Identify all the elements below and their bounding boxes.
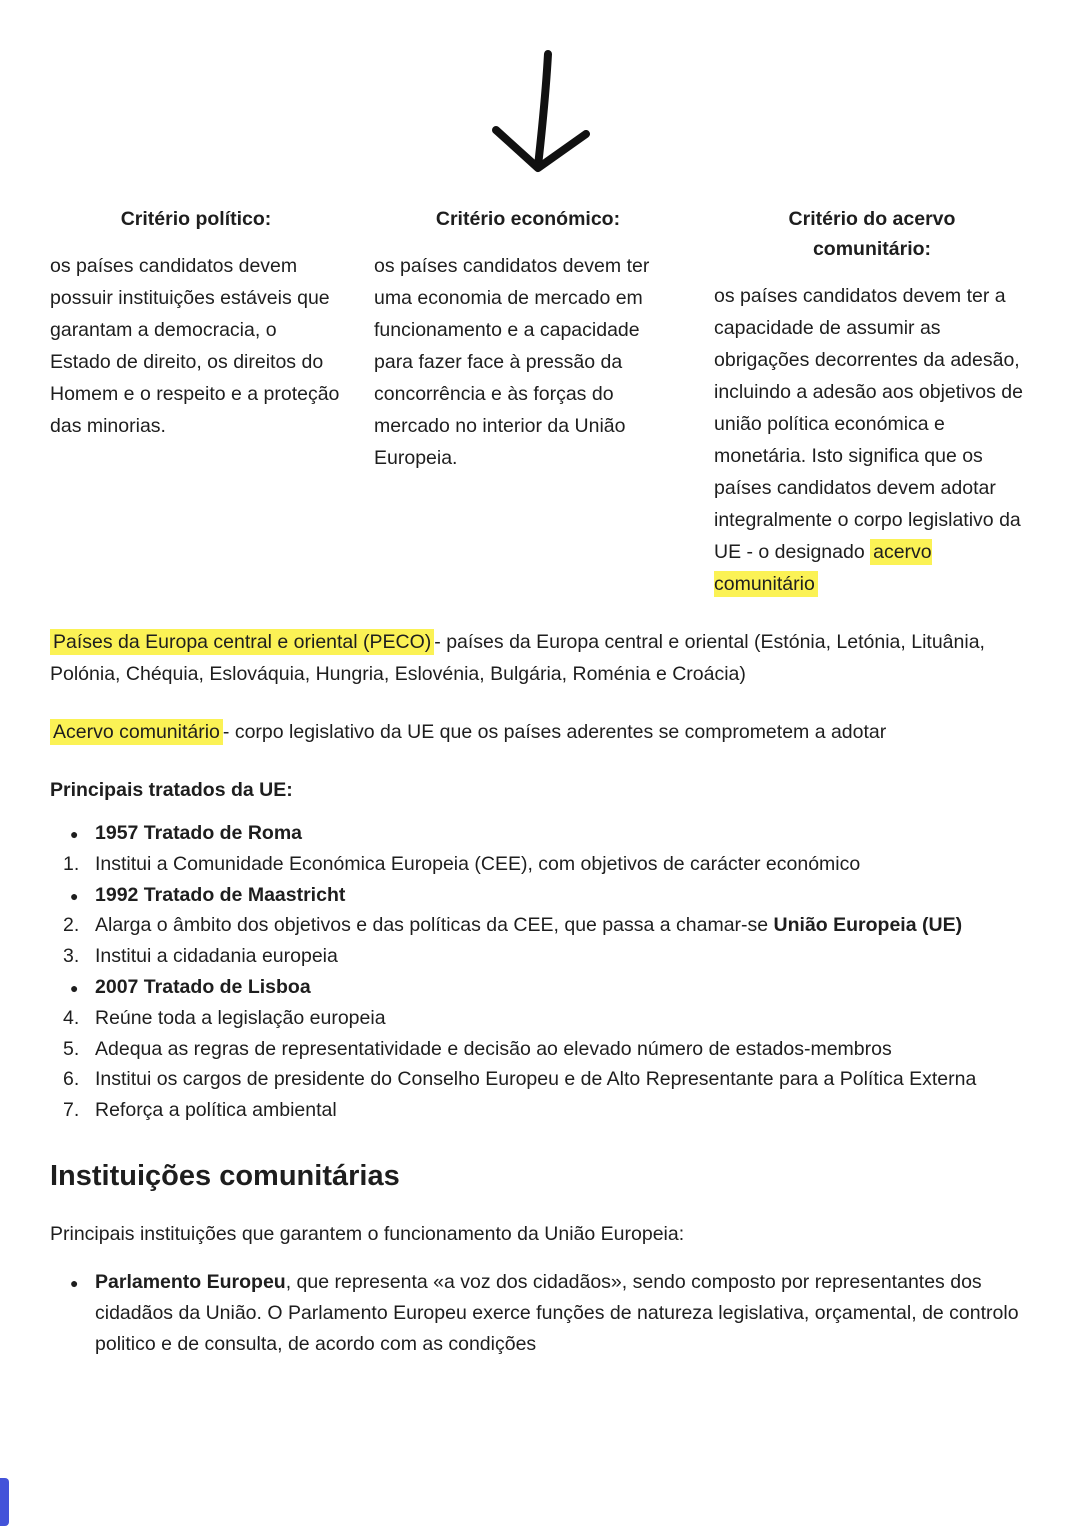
list-item-text: Reforça a política ambiental: [95, 1099, 337, 1122]
list-item: [50, 1267, 1030, 1359]
list-item: [50, 818, 1030, 849]
definition-acquis-text: - corpo legislativo da UE que os países aderentes se comprometem a adotar: [222, 721, 887, 744]
institution-name: Parlamento Europeu: [95, 1270, 286, 1293]
list-item-text: Reúne toda a legislação europeia: [95, 1006, 386, 1029]
criterion-political: [50, 204, 342, 601]
treaties-heading: Principais tratados da UE:: [50, 779, 293, 802]
down-arrow-icon: [50, 0, 1030, 178]
treaties-list: [50, 818, 1030, 1126]
bullet-marker: ●: [70, 1274, 79, 1291]
list-item: [50, 1064, 1030, 1095]
treaty-title: 2007 Tratado de Lisboa: [95, 976, 311, 999]
list-item: [50, 910, 1030, 941]
criteria-columns: [50, 204, 1030, 601]
criterion-acquis-body: [714, 281, 1030, 601]
list-item: [50, 941, 1030, 972]
list-item-text: Institui a cidadania europeia: [95, 945, 338, 968]
list-item: [50, 849, 1030, 880]
list-item-text: Adequa as regras de representatividade e decisão ao elevado número de estados-membros: [95, 1037, 892, 1060]
definition-peco: [50, 627, 1030, 691]
list-item: [50, 972, 1030, 1003]
criterion-economic-body: os países candidatos devem ter uma economia de mercado em funcionamento e a capacidade para fazer face à pressão da concorrência e às forças do mercado no interior da União Europeia.: [374, 255, 650, 470]
number-marker: 4.: [63, 1006, 80, 1029]
definition-peco-text: - países da Europa central e oriental (Estónia, Letónia, Lituânia, Polónia, Chéquia, Eslováquia, Hungria, Eslovénia, Bulgária, Roménia e Croácia): [50, 631, 985, 686]
list-item: [50, 1003, 1030, 1034]
institution-description: , que representa «a voz dos cidadãos», sendo composto por representantes dos cidadãos da União. O Parlamento Europeu exerce funções de natureza legislativa, orçamental, de controlo politico e de consulta, de acordo com as condições: [95, 1270, 1019, 1355]
criterion-political-title: Critério político:: [120, 208, 272, 230]
definition-acquis: [50, 717, 1030, 749]
down-arrow-svg: [486, 50, 594, 178]
criterion-political-body: os países candidatos devem possuir instituições estáveis que garantam a democracia, o Estado de direito, os direitos do Homem e o respeito e a proteção das minorias.: [50, 255, 340, 438]
page-edge-mark: [0, 1478, 9, 1526]
institutions-list: [50, 1267, 1030, 1359]
highlighted-term: acervo comunitário: [714, 541, 932, 596]
number-marker: 7.: [63, 1099, 80, 1122]
list-item: [50, 1095, 1030, 1126]
institutions-heading: Instituições comunitárias: [50, 1160, 400, 1192]
number-marker: 5.: [63, 1037, 80, 1060]
list-item-text: Institui os cargos de presidente do Conselho Europeu e de Alto Representante para a Política Externa: [95, 1068, 977, 1091]
treaty-title: 1957 Tratado de Roma: [95, 822, 302, 845]
criterion-economic-title: Critério económico:: [435, 208, 621, 230]
criterion-acquis-title: Critério do acervo comunitário:: [788, 208, 956, 261]
list-item-bold: União Europeia (UE): [773, 914, 963, 937]
bullet-marker: ●: [70, 826, 79, 843]
criterion-acquis-text: os países candidatos devem ter a capacidade de assumir as obrigações decorrentes da adesão, incluindo a adesão aos objetivos de união política económica e monetária. Isto significa que os países candidatos devem adotar integralmente o corpo legislativo da UE - o designado: [714, 285, 1023, 564]
list-item-text: Institui a Comunidade Económica Europeia (CEE), com objetivos de carácter económico: [95, 852, 861, 875]
list-item: [50, 880, 1030, 911]
institutions-intro: Principais instituições que garantem o funcionamento da União Europeia:: [50, 1223, 685, 1245]
number-marker: 3.: [63, 945, 80, 968]
number-marker: 6.: [63, 1068, 80, 1091]
highlighted-term: Acervo comunitário: [50, 719, 223, 745]
number-marker: 2.: [63, 914, 80, 937]
list-item-text: Alarga o âmbito dos objetivos e das políticas da CEE, que passa a chamar-se: [95, 914, 774, 937]
highlighted-term: Países da Europa central e oriental (PECO): [50, 629, 434, 655]
criterion-economic: [374, 204, 682, 601]
criterion-acquis: [714, 204, 1030, 601]
treaty-title: 1992 Tratado de Maastricht: [95, 883, 346, 906]
list-item: [50, 1034, 1030, 1065]
bullet-marker: ●: [70, 887, 79, 904]
bullet-marker: ●: [70, 980, 79, 997]
number-marker: 1.: [63, 852, 80, 875]
